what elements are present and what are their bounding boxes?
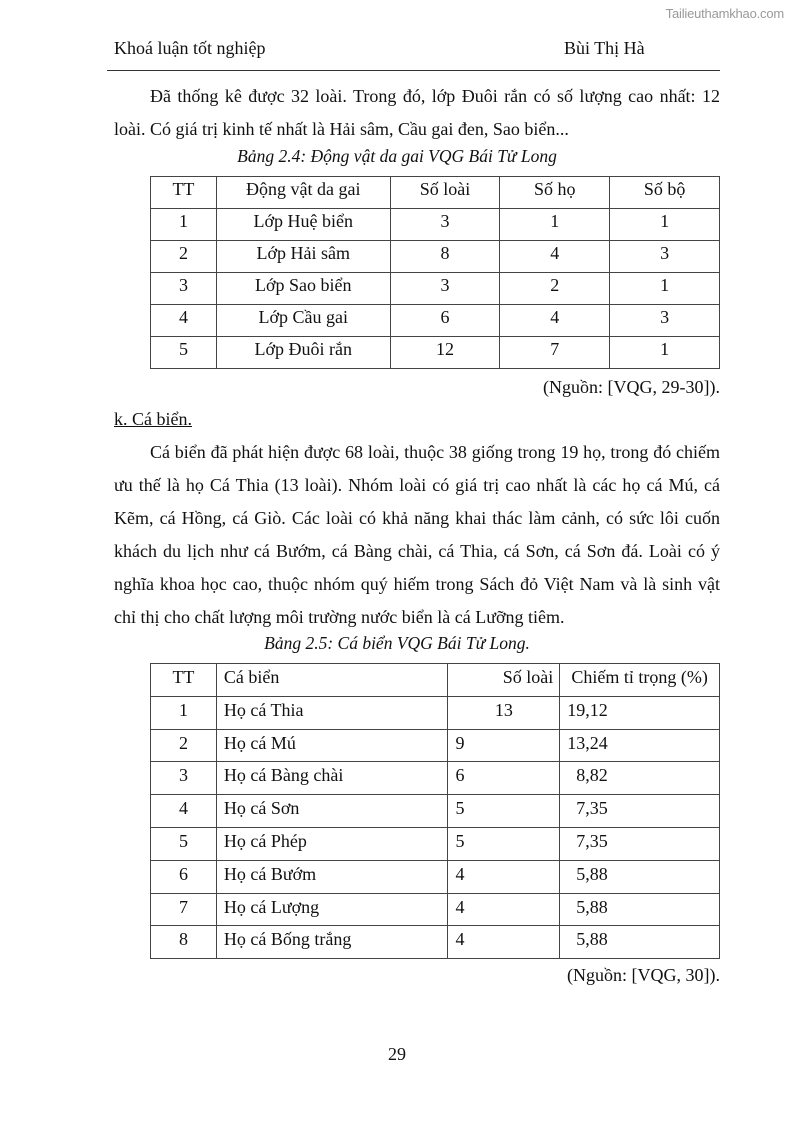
cell: 3 (390, 273, 500, 305)
table-2-5-caption: Bảng 2.5: Cá biển VQG Bái Tử Long. (264, 633, 530, 653)
cell: 5,88 (560, 893, 720, 926)
cell: Họ cá Bàng chài (216, 762, 448, 795)
cell: 3 (610, 241, 720, 273)
cell: 1 (151, 696, 217, 729)
fish-paragraph: Cá biển đã phát hiện được 68 loài, thuộc 38 giống trong 19 họ, trong đó chiếm ưu thế là họ Cá Thia (13 loài). Nhóm loài có giá trị cao nhất là các họ cá Mú, cá Kẽm, cá Hồng, cá Giò. Các loài có khả năng khai thác làm cảnh, có sức lôi cuốn khách du lịch như cá Bướm, cá Bàng chài, cá Thia, cá Sơn, cá Sơn đá. Loài có ý nghĩa khoa học cao, thuộc nhóm quý hiếm trong Sách đỏ Việt Nam và là sinh vật chỉ thị cho chất lượng môi trường nước biển là cá Lưỡng tiêm. (114, 442, 720, 627)
header-divider (107, 70, 720, 71)
table-row (151, 337, 720, 369)
table-2-4-source: (Nguồn: [VQG, 29-30]). (543, 377, 720, 397)
column-header: Động vật da gai (216, 177, 390, 209)
table-row (151, 729, 720, 762)
cell: 5,88 (560, 926, 720, 959)
cell: Họ cá Lượng (216, 893, 448, 926)
table-row (151, 241, 720, 273)
cell: Họ cá Bướm (216, 860, 448, 893)
table-row (151, 209, 720, 241)
table-header-row (151, 177, 720, 209)
cell: Lớp Hải sâm (216, 241, 390, 273)
cell: 4 (448, 860, 560, 893)
column-header: Số bộ (610, 177, 720, 209)
cell: 2 (151, 729, 217, 762)
cell: Lớp Đuôi rắn (216, 337, 390, 369)
cell: 5 (448, 827, 560, 860)
cell: Lớp Huệ biển (216, 209, 390, 241)
cell: 6 (151, 860, 217, 893)
table-row (151, 696, 720, 729)
cell: 3 (390, 209, 500, 241)
table-row (151, 762, 720, 795)
column-header: TT (151, 177, 217, 209)
cell: 7 (500, 337, 610, 369)
cell: 6 (448, 762, 560, 795)
table-row (151, 795, 720, 828)
table-row (151, 273, 720, 305)
cell: 1 (610, 273, 720, 305)
cell: 2 (500, 273, 610, 305)
table-row (151, 860, 720, 893)
cell: Họ cá Bống trắng (216, 926, 448, 959)
cell: Họ cá Phép (216, 827, 448, 860)
watermark: Tailieuthamkhao.com (665, 6, 784, 21)
cell: Lớp Cầu gai (216, 305, 390, 337)
cell: 2 (151, 241, 217, 273)
cell: 6 (390, 305, 500, 337)
table-2-5-source: (Nguồn: [VQG, 30]). (567, 965, 720, 985)
cell: 5,88 (560, 860, 720, 893)
cell: 1 (610, 337, 720, 369)
cell: 4 (151, 795, 217, 828)
table-2-4 (150, 176, 720, 369)
cell: 8,82 (560, 762, 720, 795)
cell: 5 (448, 795, 560, 828)
table-header-row (151, 664, 720, 697)
cell: Họ cá Sơn (216, 795, 448, 828)
cell: 13,24 (560, 729, 720, 762)
column-header: Chiếm tỉ trọng (%) (560, 664, 720, 697)
table-row (151, 926, 720, 959)
table-row (151, 305, 720, 337)
cell: Lớp Sao biển (216, 273, 390, 305)
section-heading: k. Cá biển. (114, 409, 192, 429)
cell: Họ cá Mú (216, 729, 448, 762)
column-header: Cá biển (216, 664, 448, 697)
cell: 9 (448, 729, 560, 762)
cell: 7,35 (560, 795, 720, 828)
column-header: Số họ (500, 177, 610, 209)
intro-paragraph: Đã thống kê được 32 loài. Trong đó, lớp Đuôi rắn có số lượng cao nhất: 12 loài. Có giá trị kinh tế nhất là Hải sâm, Cầu gai đen, Sao biển... (114, 86, 720, 139)
cell: 12 (390, 337, 500, 369)
cell: 1 (610, 209, 720, 241)
page-number: 29 (388, 1044, 406, 1064)
cell: 13 (448, 696, 560, 729)
cell: 1 (151, 209, 217, 241)
table-2-4-caption: Bảng 2.4: Động vật da gai VQG Bái Tử Long (237, 146, 557, 166)
cell: 5 (151, 337, 217, 369)
cell: 4 (448, 893, 560, 926)
cell: 7,35 (560, 827, 720, 860)
column-header: TT (151, 664, 217, 697)
cell: 4 (500, 241, 610, 273)
cell: 4 (151, 305, 217, 337)
cell: 4 (500, 305, 610, 337)
cell: 1 (500, 209, 610, 241)
table-2-5 (150, 663, 720, 959)
cell: 8 (390, 241, 500, 273)
cell: 7 (151, 893, 217, 926)
column-header: Số loài (390, 177, 500, 209)
cell: 3 (151, 762, 217, 795)
cell: 8 (151, 926, 217, 959)
cell: 3 (610, 305, 720, 337)
column-header: Số loài (448, 664, 560, 697)
table-row (151, 893, 720, 926)
table-row (151, 827, 720, 860)
cell: 19,12 (560, 696, 720, 729)
header-author: Bùi Thị Hà (564, 38, 645, 58)
header-thesis-title: Khoá luận tốt nghiệp (114, 38, 266, 58)
cell: Họ cá Thia (216, 696, 448, 729)
cell: 4 (448, 926, 560, 959)
cell: 3 (151, 273, 217, 305)
cell: 5 (151, 827, 217, 860)
